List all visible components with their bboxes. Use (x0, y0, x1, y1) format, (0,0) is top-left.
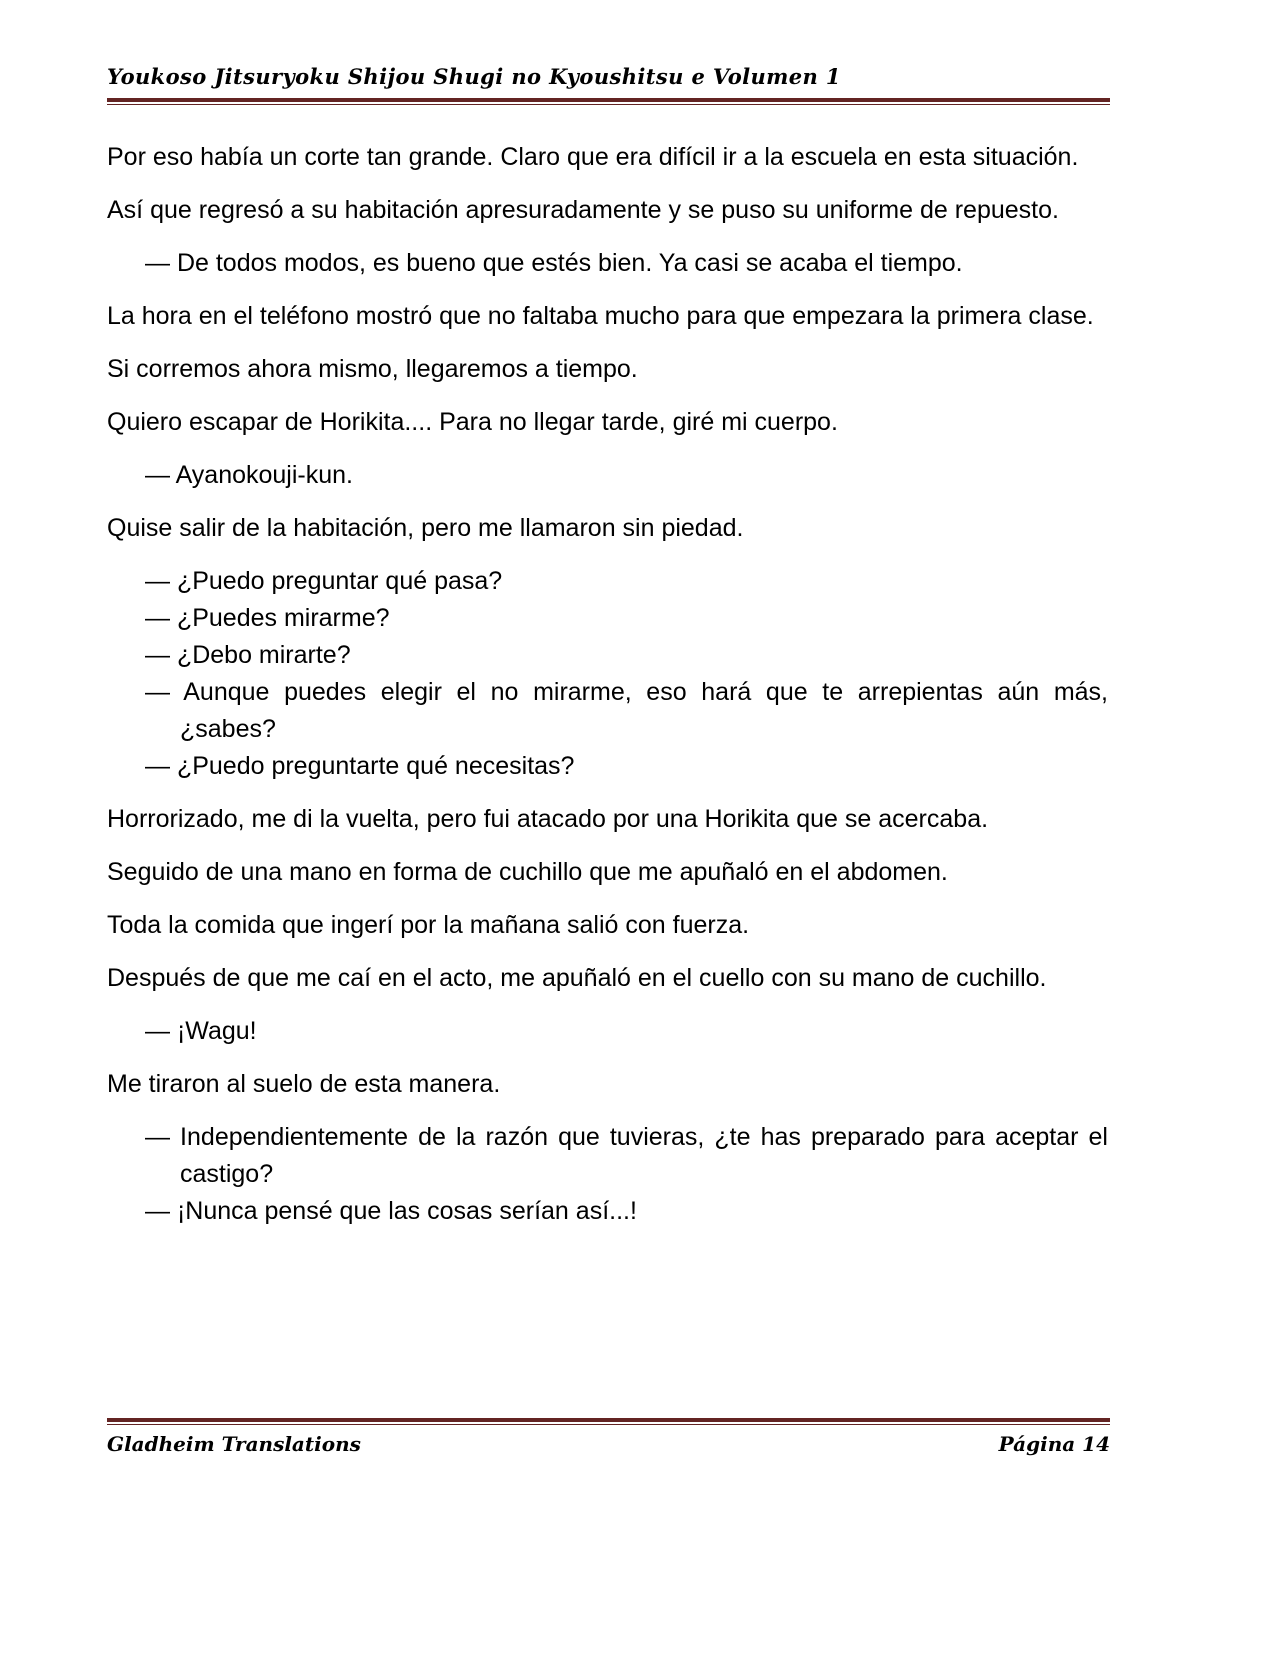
paragraph: Si corremos ahora mismo, llegaremos a tiempo. (107, 355, 638, 383)
paragraph: Después de que me caí en el acto, me apuñaló en el cuello con su mano de cuchillo. (107, 964, 1047, 992)
footer-rule (107, 1418, 1110, 1425)
dialogue-group (107, 1013, 1108, 1050)
footer-page-number: Página 14 (998, 1432, 1110, 1456)
dialogue-line: — Independientemente de la razón que tuvieras, ¿te has preparado para aceptar el castigo? (145, 1123, 1108, 1188)
header-title: Youkoso Jitsuryoku Shijou Shugi no Kyoushitsu e Volumen 1 (107, 64, 841, 89)
paragraph: Así que regresó a su habitación apresuradamente y se puso su uniforme de repuesto. (107, 196, 1059, 224)
dialogue-line: — Aunque puedes elegir el no mirarme, eso hará que te arrepientas aún más, ¿sabes? (145, 678, 1108, 743)
dialogue-line: — ¿Puedo preguntarte qué necesitas? (145, 752, 575, 780)
paragraph: Quise salir de la habitación, pero me llamaron sin piedad. (107, 514, 744, 542)
page-footer (107, 1418, 1110, 1456)
paragraph: Seguido de una mano en forma de cuchillo que me apuñaló en el abdomen. (107, 858, 948, 886)
dialogue-group (107, 563, 1108, 785)
header-rule (107, 98, 1110, 105)
dialogue-line: — ¿Debo mirarte? (145, 641, 351, 669)
dialogue-line: — De todos modos, es bueno que estés bien. Ya casi se acaba el tiempo. (145, 249, 963, 277)
dialogue-line: — Ayanokouji-kun. (145, 461, 353, 489)
footer-rule-thick (107, 1418, 1110, 1422)
paragraph: Toda la comida que ingerí por la mañana salió con fuerza. (107, 911, 750, 939)
paragraph: Me tiraron al suelo de esta manera. (107, 1070, 501, 1098)
paragraph: Quiero escapar de Horikita.... Para no llegar tarde, giré mi cuerpo. (107, 408, 838, 436)
paragraph: Por eso había un corte tan grande. Claro que era difícil ir a la escuela en esta situación. (107, 143, 1079, 171)
header-rule-thick (107, 98, 1110, 102)
footer-row (107, 1432, 1110, 1456)
dialogue-line: — ¡Wagu! (145, 1017, 257, 1045)
dialogue-line: — ¿Puedes mirarme? (145, 604, 390, 632)
dialogue-line: — ¿Puedo preguntar qué pasa? (145, 567, 503, 595)
dialogue-group (107, 245, 1108, 282)
dialogue-group (107, 1119, 1108, 1230)
paragraph: La hora en el teléfono mostró que no faltaba mucho para que empezara la primera clase. (107, 302, 1094, 330)
dialogue-group (107, 457, 1108, 494)
footer-translator: Gladheim Translations (107, 1432, 361, 1456)
page-header (0, 0, 1280, 105)
dialogue-line: — ¡Nunca pensé que las cosas serían así...! (145, 1197, 637, 1225)
footer-rule-thin (107, 1424, 1110, 1425)
paragraph: Horrorizado, me di la vuelta, pero fui atacado por una Horikita que se acercaba. (107, 805, 989, 833)
content (0, 105, 1280, 1230)
